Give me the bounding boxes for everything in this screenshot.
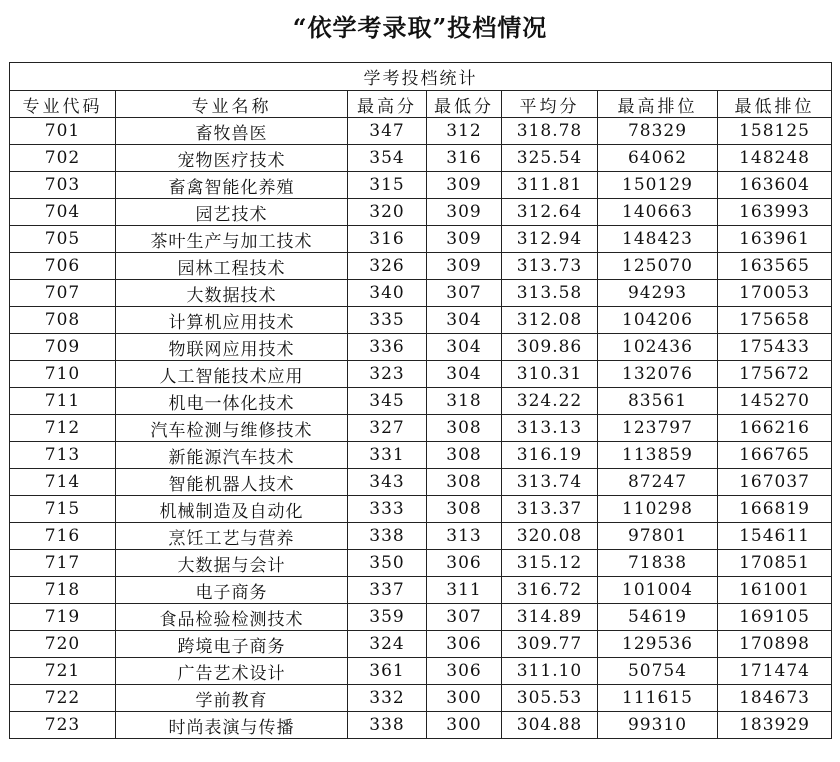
max-score-cell: 327 <box>348 415 427 442</box>
max-score-cell: 332 <box>348 685 427 712</box>
avg-score-cell: 311.10 <box>502 658 598 685</box>
min-score-cell: 300 <box>427 712 502 739</box>
max-rank-cell: 102436 <box>598 334 718 361</box>
table-row <box>10 334 832 361</box>
major-name-cell: 物联网应用技术 <box>116 334 348 361</box>
min-score-cell: 307 <box>427 280 502 307</box>
min-rank-cell: 166819 <box>718 496 832 523</box>
major-code-cell: 717 <box>10 550 116 577</box>
max-score-cell: 343 <box>348 469 427 496</box>
max-rank-cell: 78329 <box>598 118 718 145</box>
min-rank-cell: 163961 <box>718 226 832 253</box>
min-rank-cell: 163993 <box>718 199 832 226</box>
max-rank-cell: 111615 <box>598 685 718 712</box>
header-avg-score: 平均分 <box>502 91 598 118</box>
major-code-cell: 716 <box>10 523 116 550</box>
min-score-cell: 304 <box>427 334 502 361</box>
max-score-cell: 338 <box>348 523 427 550</box>
avg-score-cell: 305.53 <box>502 685 598 712</box>
max-score-cell: 350 <box>348 550 427 577</box>
major-name-cell: 大数据与会计 <box>116 550 348 577</box>
table-row <box>10 604 832 631</box>
min-score-cell: 316 <box>427 145 502 172</box>
major-name-cell: 人工智能技术应用 <box>116 361 348 388</box>
max-score-cell: 331 <box>348 442 427 469</box>
max-rank-cell: 94293 <box>598 280 718 307</box>
min-rank-cell: 175672 <box>718 361 832 388</box>
table-row <box>10 550 832 577</box>
min-score-cell: 309 <box>427 253 502 280</box>
table-row <box>10 145 832 172</box>
max-rank-cell: 140663 <box>598 199 718 226</box>
major-code-cell: 718 <box>10 577 116 604</box>
min-rank-cell: 163604 <box>718 172 832 199</box>
min-rank-cell: 166216 <box>718 415 832 442</box>
min-score-cell: 308 <box>427 415 502 442</box>
table-row <box>10 415 832 442</box>
max-rank-cell: 129536 <box>598 631 718 658</box>
min-rank-cell: 175433 <box>718 334 832 361</box>
avg-score-cell: 313.58 <box>502 280 598 307</box>
min-score-cell: 308 <box>427 469 502 496</box>
major-code-cell: 715 <box>10 496 116 523</box>
max-score-cell: 323 <box>348 361 427 388</box>
table-row <box>10 172 832 199</box>
min-score-cell: 309 <box>427 199 502 226</box>
min-score-cell: 309 <box>427 172 502 199</box>
max-score-cell: 340 <box>348 280 427 307</box>
table-row <box>10 685 832 712</box>
table-row <box>10 712 832 739</box>
major-code-cell: 704 <box>10 199 116 226</box>
table-row <box>10 118 832 145</box>
min-rank-cell: 158125 <box>718 118 832 145</box>
max-score-cell: 359 <box>348 604 427 631</box>
major-code-cell: 720 <box>10 631 116 658</box>
major-code-cell: 707 <box>10 280 116 307</box>
max-score-cell: 324 <box>348 631 427 658</box>
major-code-cell: 709 <box>10 334 116 361</box>
table-section-title-row <box>10 63 832 91</box>
header-max-score: 最高分 <box>348 91 427 118</box>
major-code-cell: 712 <box>10 415 116 442</box>
min-score-cell: 306 <box>427 631 502 658</box>
avg-score-cell: 316.72 <box>502 577 598 604</box>
max-score-cell: 316 <box>348 226 427 253</box>
enrollment-table <box>9 62 832 739</box>
avg-score-cell: 315.12 <box>502 550 598 577</box>
max-rank-cell: 87247 <box>598 469 718 496</box>
header-major-code: 专业代码 <box>10 91 116 118</box>
max-rank-cell: 150129 <box>598 172 718 199</box>
avg-score-cell: 314.89 <box>502 604 598 631</box>
table-row <box>10 361 832 388</box>
major-name-cell: 新能源汽车技术 <box>116 442 348 469</box>
avg-score-cell: 310.31 <box>502 361 598 388</box>
major-name-cell: 智能机器人技术 <box>116 469 348 496</box>
header-max-rank: 最高排位 <box>598 91 718 118</box>
min-rank-cell: 167037 <box>718 469 832 496</box>
min-rank-cell: 163565 <box>718 253 832 280</box>
max-score-cell: 345 <box>348 388 427 415</box>
major-code-cell: 722 <box>10 685 116 712</box>
max-score-cell: 333 <box>348 496 427 523</box>
min-rank-cell: 154611 <box>718 523 832 550</box>
major-code-cell: 701 <box>10 118 116 145</box>
min-score-cell: 304 <box>427 361 502 388</box>
min-rank-cell: 170851 <box>718 550 832 577</box>
min-score-cell: 308 <box>427 442 502 469</box>
min-rank-cell: 169105 <box>718 604 832 631</box>
major-code-cell: 723 <box>10 712 116 739</box>
min-score-cell: 318 <box>427 388 502 415</box>
max-rank-cell: 110298 <box>598 496 718 523</box>
table-row <box>10 280 832 307</box>
max-rank-cell: 104206 <box>598 307 718 334</box>
max-score-cell: 347 <box>348 118 427 145</box>
avg-score-cell: 325.54 <box>502 145 598 172</box>
major-name-cell: 畜禽智能化养殖 <box>116 172 348 199</box>
min-score-cell: 304 <box>427 307 502 334</box>
table-section-title: 学考投档统计 <box>10 63 832 91</box>
table-row <box>10 631 832 658</box>
max-rank-cell: 83561 <box>598 388 718 415</box>
max-score-cell: 337 <box>348 577 427 604</box>
min-rank-cell: 171474 <box>718 658 832 685</box>
major-name-cell: 畜牧兽医 <box>116 118 348 145</box>
table-row <box>10 307 832 334</box>
major-name-cell: 宠物医疗技术 <box>116 145 348 172</box>
table-row <box>10 442 832 469</box>
min-score-cell: 313 <box>427 523 502 550</box>
min-score-cell: 308 <box>427 496 502 523</box>
major-code-cell: 705 <box>10 226 116 253</box>
avg-score-cell: 309.77 <box>502 631 598 658</box>
header-major-name: 专业名称 <box>116 91 348 118</box>
max-rank-cell: 113859 <box>598 442 718 469</box>
major-code-cell: 703 <box>10 172 116 199</box>
max-rank-cell: 64062 <box>598 145 718 172</box>
avg-score-cell: 313.13 <box>502 415 598 442</box>
major-name-cell: 广告艺术设计 <box>116 658 348 685</box>
min-rank-cell: 148248 <box>718 145 832 172</box>
avg-score-cell: 309.86 <box>502 334 598 361</box>
major-code-cell: 719 <box>10 604 116 631</box>
major-name-cell: 学前教育 <box>116 685 348 712</box>
avg-score-cell: 320.08 <box>502 523 598 550</box>
major-name-cell: 园艺技术 <box>116 199 348 226</box>
avg-score-cell: 312.08 <box>502 307 598 334</box>
major-code-cell: 706 <box>10 253 116 280</box>
max-rank-cell: 125070 <box>598 253 718 280</box>
table-row <box>10 577 832 604</box>
max-rank-cell: 101004 <box>598 577 718 604</box>
avg-score-cell: 311.81 <box>502 172 598 199</box>
table-row <box>10 253 832 280</box>
table-row <box>10 523 832 550</box>
min-score-cell: 307 <box>427 604 502 631</box>
max-score-cell: 335 <box>348 307 427 334</box>
table-row <box>10 388 832 415</box>
min-score-cell: 300 <box>427 685 502 712</box>
min-rank-cell: 161001 <box>718 577 832 604</box>
max-rank-cell: 123797 <box>598 415 718 442</box>
avg-score-cell: 316.19 <box>502 442 598 469</box>
major-name-cell: 计算机应用技术 <box>116 307 348 334</box>
min-rank-cell: 183929 <box>718 712 832 739</box>
min-score-cell: 311 <box>427 577 502 604</box>
avg-score-cell: 318.78 <box>502 118 598 145</box>
major-name-cell: 电子商务 <box>116 577 348 604</box>
max-rank-cell: 148423 <box>598 226 718 253</box>
max-rank-cell: 54619 <box>598 604 718 631</box>
major-code-cell: 713 <box>10 442 116 469</box>
min-score-cell: 312 <box>427 118 502 145</box>
avg-score-cell: 313.37 <box>502 496 598 523</box>
major-code-cell: 711 <box>10 388 116 415</box>
header-min-rank: 最低排位 <box>718 91 832 118</box>
major-name-cell: 机械制造及自动化 <box>116 496 348 523</box>
avg-score-cell: 313.73 <box>502 253 598 280</box>
min-rank-cell: 184673 <box>718 685 832 712</box>
table-body <box>10 118 832 739</box>
min-score-cell: 309 <box>427 226 502 253</box>
max-score-cell: 338 <box>348 712 427 739</box>
max-score-cell: 361 <box>348 658 427 685</box>
major-code-cell: 708 <box>10 307 116 334</box>
major-name-cell: 大数据技术 <box>116 280 348 307</box>
major-code-cell: 710 <box>10 361 116 388</box>
max-score-cell: 326 <box>348 253 427 280</box>
max-rank-cell: 97801 <box>598 523 718 550</box>
major-code-cell: 714 <box>10 469 116 496</box>
document-title: “依学考录取”投档情况 <box>292 13 548 42</box>
major-name-cell: 汽车检测与维修技术 <box>116 415 348 442</box>
max-score-cell: 336 <box>348 334 427 361</box>
header-min-score: 最低分 <box>427 91 502 118</box>
major-name-cell: 跨境电子商务 <box>116 631 348 658</box>
max-score-cell: 315 <box>348 172 427 199</box>
major-code-cell: 702 <box>10 145 116 172</box>
min-rank-cell: 170898 <box>718 631 832 658</box>
table-row <box>10 226 832 253</box>
min-rank-cell: 166765 <box>718 442 832 469</box>
max-rank-cell: 99310 <box>598 712 718 739</box>
min-score-cell: 306 <box>427 658 502 685</box>
major-name-cell: 园林工程技术 <box>116 253 348 280</box>
avg-score-cell: 324.22 <box>502 388 598 415</box>
table-row <box>10 199 832 226</box>
min-score-cell: 306 <box>427 550 502 577</box>
avg-score-cell: 313.74 <box>502 469 598 496</box>
max-rank-cell: 50754 <box>598 658 718 685</box>
table-row <box>10 496 832 523</box>
major-name-cell: 烹饪工艺与营养 <box>116 523 348 550</box>
max-rank-cell: 71838 <box>598 550 718 577</box>
major-name-cell: 茶叶生产与加工技术 <box>116 226 348 253</box>
max-score-cell: 354 <box>348 145 427 172</box>
max-rank-cell: 132076 <box>598 361 718 388</box>
table-row <box>10 658 832 685</box>
max-score-cell: 320 <box>348 199 427 226</box>
table-header-row <box>10 91 832 118</box>
avg-score-cell: 312.64 <box>502 199 598 226</box>
major-name-cell: 食品检验检测技术 <box>116 604 348 631</box>
major-code-cell: 721 <box>10 658 116 685</box>
table-row <box>10 469 832 496</box>
min-rank-cell: 175658 <box>718 307 832 334</box>
avg-score-cell: 312.94 <box>502 226 598 253</box>
major-name-cell: 时尚表演与传播 <box>116 712 348 739</box>
min-rank-cell: 170053 <box>718 280 832 307</box>
avg-score-cell: 304.88 <box>502 712 598 739</box>
major-name-cell: 机电一体化技术 <box>116 388 348 415</box>
min-rank-cell: 145270 <box>718 388 832 415</box>
